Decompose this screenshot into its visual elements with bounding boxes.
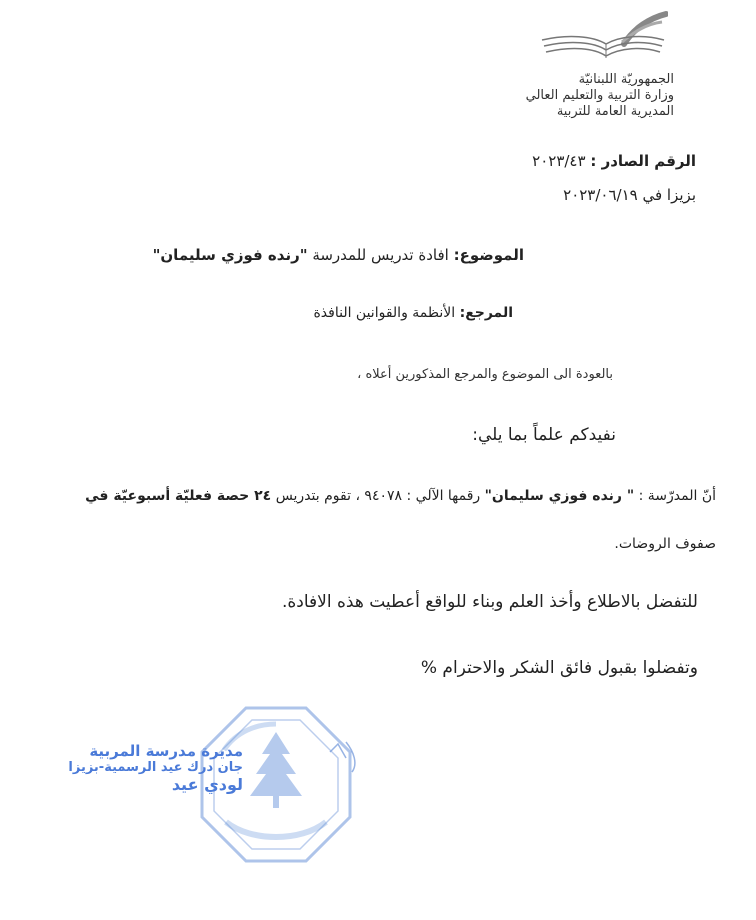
- date-value: ٢٠٢٣/٠٦/١٩: [563, 186, 638, 204]
- subject-line: [153, 246, 524, 264]
- body-part1: أنّ المدرّسة :: [638, 488, 716, 504]
- reference-label: المرجع:: [459, 305, 513, 321]
- intro-text: بالعودة الى الموضوع والمرجع المذكورين أعلاه ،: [357, 367, 613, 382]
- teacher-name: " رنده فوزي سليمان": [484, 488, 635, 504]
- closing-line-1: للتفضل بالاطلاع وأخذ العلم وبناء للواقع أعطيت هذه الافادة.: [282, 592, 698, 612]
- header-line-3: المديرية العامة للتربية: [556, 104, 674, 119]
- reference-number-label: الرقم الصادر :: [590, 152, 696, 170]
- subject-label: الموضوع:: [453, 246, 524, 264]
- body-part2: رقمها الآلي : ٩٤٠٧٨ ، تقوم بتدريس: [275, 488, 481, 504]
- header-line-1: الجمهوريّة اللبنانيّة: [578, 72, 674, 87]
- date-label: بزيزا في: [642, 186, 696, 204]
- body-paragraph: [85, 488, 716, 504]
- reference-number-line: [532, 152, 696, 170]
- subject-name: "رنده فوزي سليمان": [152, 246, 308, 264]
- open-book-icon: [538, 10, 668, 70]
- reference-line: [313, 305, 513, 321]
- ministry-header: [526, 72, 674, 120]
- reference-number-value: ٢٠٢٣/٤٣: [532, 152, 586, 170]
- notify-text: نفيدكم علماً بما يلي:: [472, 425, 616, 445]
- signature-block: [58, 742, 243, 794]
- subject-text: افادة تدريس للمدرسة: [312, 246, 449, 264]
- date-line: [563, 186, 696, 204]
- body-part3: صفوف الروضات.: [614, 536, 716, 552]
- signature-name: لودي عيد: [171, 775, 243, 794]
- header-line-2: وزارة التربية والتعليم العالي: [525, 88, 674, 103]
- reference-text: الأنظمة والقوانين النافذة: [313, 305, 456, 321]
- closing-line-2: وتفضلوا بقبول فائق الشكر والاحترام %: [420, 658, 698, 678]
- signature-school: جان درك عيد الرسمية-بزيزا: [68, 760, 243, 775]
- signature-title: مديرة مدرسة المربية: [89, 742, 243, 760]
- teaching-hours: ٢٤ حصة فعليّة أسبوعيّة في: [85, 488, 272, 504]
